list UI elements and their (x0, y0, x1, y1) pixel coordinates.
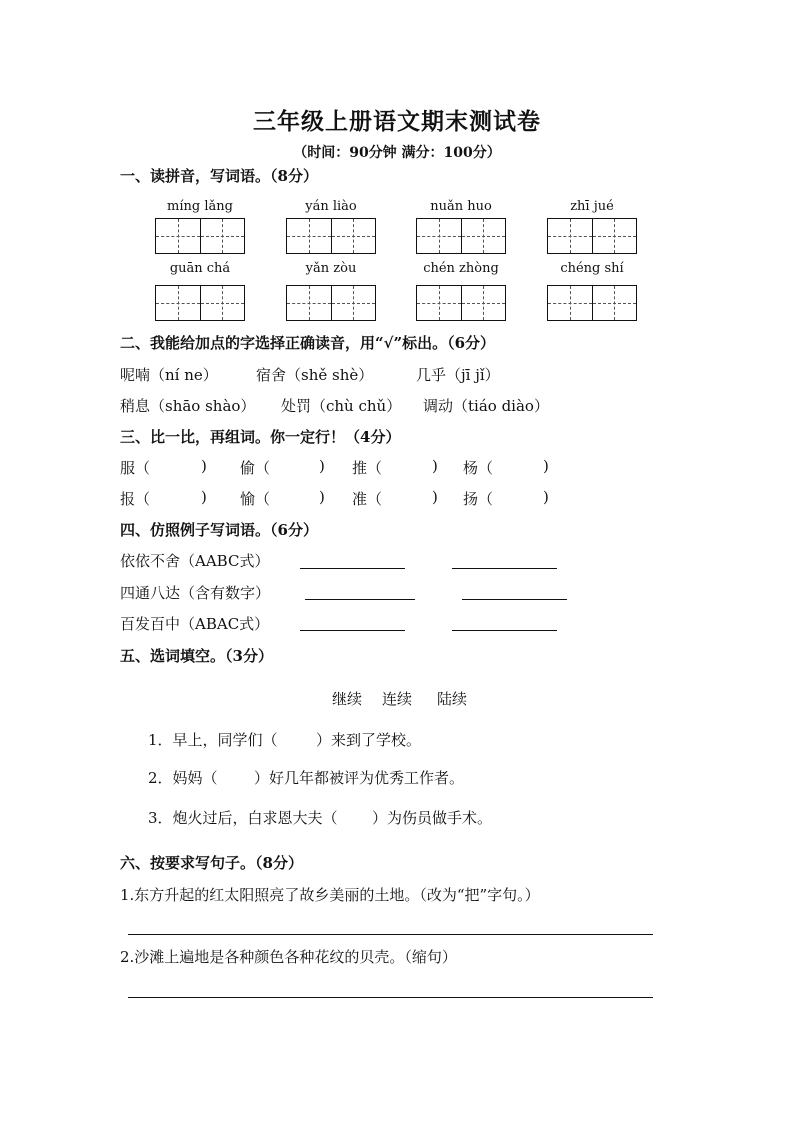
compare-char: 准（ (352, 490, 383, 508)
sentence-task: 1.东方升起的红太阳照亮了故乡美丽的土地。（改为“把”字句。） (120, 886, 540, 904)
close-paren: ) (432, 457, 438, 475)
word-choice: 继续 (332, 690, 363, 708)
pinyin-label: guān chá (169, 261, 231, 276)
pinyin-label: yán liào (305, 199, 357, 214)
compare-char: 服（ (120, 459, 151, 477)
writing-grid[interactable] (416, 285, 506, 321)
writing-grid[interactable] (155, 285, 245, 321)
section1-heading: 一、读拼音，写词语。（8分） (120, 167, 318, 185)
answer-line[interactable] (128, 997, 653, 998)
pronunciation-item[interactable]: 处罚（chù chǔ） (281, 397, 402, 415)
pinyin-label: chén zhòng (423, 261, 499, 276)
page-title: 三年级上册语文期末测试卷 (253, 108, 541, 135)
pinyin-label: míng lǎng (167, 199, 233, 214)
compare-char: 扬（ (463, 490, 494, 508)
fill-item-start: 3．炮火过后，白求恩大夫（ (148, 809, 338, 827)
pronunciation-item[interactable]: 稍息（shāo shào） (120, 397, 256, 415)
fill-item-start: 1．早上，同学们（ (148, 731, 278, 749)
pronunciation-item[interactable]: 宿舍（shě shè） (256, 366, 374, 384)
example-word: 四通八达（含有数字） (120, 584, 271, 602)
writing-grid[interactable] (155, 218, 245, 254)
section3-heading: 三、比一比，再组词。你一定行！（4分） (120, 428, 401, 446)
answer-blank[interactable] (305, 599, 415, 600)
answer-line[interactable] (128, 934, 653, 935)
word-choice: 连续 (382, 690, 413, 708)
pronunciation-item[interactable]: 调动（tiáo diào） (423, 397, 549, 415)
close-paren: ) (543, 488, 549, 506)
compare-char: 推（ (352, 459, 383, 477)
writing-grid[interactable] (286, 285, 376, 321)
pinyin-label: yǎn zòu (305, 261, 357, 276)
fill-item-end: ）为伤员做手术。 (372, 809, 493, 827)
fill-item-start: 2．妈妈（ (148, 769, 218, 787)
pinyin-label: zhī jué (570, 199, 614, 214)
answer-blank[interactable] (300, 568, 405, 569)
compare-char: 偷（ (240, 459, 271, 477)
writing-grid[interactable] (286, 218, 376, 254)
section5-heading: 五、选词填空。（3分） (120, 647, 273, 665)
writing-grid[interactable] (547, 218, 637, 254)
word-choice: 陆续 (437, 690, 468, 708)
close-paren: ) (319, 457, 325, 475)
example-word: 百发百中（ABAC式） (120, 615, 270, 633)
answer-blank[interactable] (452, 630, 557, 631)
answer-blank[interactable] (452, 568, 557, 569)
pinyin-label: nuǎn huo (430, 199, 492, 214)
example-word: 依依不舍（AABC式） (120, 552, 270, 570)
fill-item-end: ）好几年都被评为优秀工作者。 (254, 769, 465, 787)
writing-grid[interactable] (547, 285, 637, 321)
sentence-task: 2.沙滩上遍地是各种颜色各种花纹的贝壳。（缩句） (120, 948, 457, 966)
writing-grid[interactable] (416, 218, 506, 254)
close-paren: ) (432, 488, 438, 506)
answer-blank[interactable] (462, 599, 567, 600)
compare-char: 报（ (120, 490, 151, 508)
exam-info: （时间：90分钟 满分：100分） (293, 145, 501, 161)
section2-heading: 二、我能给加点的字选择正确读音，用“√”标出。（6分） (120, 334, 496, 352)
close-paren: ) (201, 488, 207, 506)
pronunciation-item[interactable]: 呢喃（ní ne） (120, 366, 218, 384)
close-paren: ) (201, 457, 207, 475)
pinyin-label: chéng shí (560, 261, 624, 276)
section4-heading: 四、仿照例子写词语。（6分） (120, 521, 318, 539)
compare-char: 杨（ (463, 459, 494, 477)
section6-heading: 六、按要求写句子。（8分） (120, 854, 303, 872)
fill-item-end: ）来到了学校。 (316, 731, 422, 749)
close-paren: ) (543, 457, 549, 475)
answer-blank[interactable] (300, 630, 405, 631)
close-paren: ) (319, 488, 325, 506)
compare-char: 愉（ (240, 490, 271, 508)
pronunciation-item[interactable]: 几乎（jī jǐ） (416, 366, 500, 384)
